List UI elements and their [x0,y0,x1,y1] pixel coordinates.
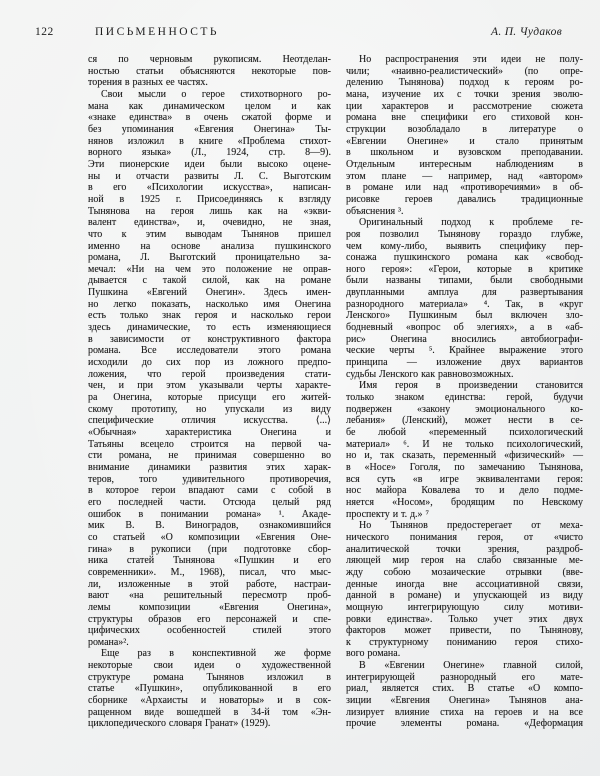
text-line: в романе или над «противоречиями» в об- [346,182,583,194]
text-line: есть только знак героя и насколько герои [88,310,331,322]
text-line: романа вне специфики его стиховой кон- [346,112,583,124]
text-line: вся суть «в игре эквивалентами героя: [346,473,583,485]
text-line: статье «Пушкин», опубликованной в его [88,683,331,695]
text-line: Отдельным интересным наблюдениям в [346,158,583,170]
text-line: специфические отличия искусства. ⟨...⟩ [88,415,331,427]
text-line: Оригинальный подход к проблеме ге- [359,217,583,229]
text-line: романа, Л. Выготский проницательно за- [88,252,331,264]
text-line: Ленского» Пушкиным был включен зло- [346,310,583,322]
text-line: ны и отчасти развиты Л. С. Выготским [88,170,331,182]
text-line: вают «на решительный пересмотр проб- [88,590,331,602]
text-line: мик В. В. Виноградов, ознакомившийся [88,520,331,532]
text-line: внимание динамики развития этих харак- [88,461,331,473]
text-line: интегрирующей разнородный его мате- [346,671,583,683]
text-line: сти романа, не принимая совершенно во [88,450,331,462]
text-line: чен, и при этом указывали черты характе- [88,380,331,392]
text-line: ся по черновым рукописям. Неотделан- [88,54,331,65]
text-line: нического понимания героя, от «чисто [346,531,583,543]
text-line: сонажа пушкинского романа как «свобод- [346,252,583,264]
text-line: разнородного материала» ⁴. Так, в «круг [346,298,583,310]
text-line: ложения, что герой произведения стати- [88,368,331,380]
text-line: лебания» (Ленский), может нести в се- [346,415,583,427]
text-line: мощную интегрирующую силу мотиви- [346,601,583,613]
text-line: струкции возобладало в литературе о [346,123,583,135]
text-line: принципа — изложение двух вариантов [346,357,583,369]
text-line: в «Носе» Гоголя, по замечанию Тынянова, [346,461,583,473]
text-line: мана как динамическом целом и как [88,100,331,112]
text-line: Имя героя в произведении становится [359,380,583,392]
text-line: роя позволил Тынянову гораздо глубже, [346,228,583,240]
running-header [0,26,600,42]
text-line: Еще раз в конспективной же форме [101,648,331,660]
text-line: лизирует влияние стиха на героев и на все [346,706,583,718]
text-line: аналитической точки зрения, раздроб- [346,543,583,555]
text-line: что к этим выводам Тынянов пришел [88,228,331,240]
text-line: риал, является стих. В статье «О компо- [346,683,583,695]
page-number: 122 [35,26,54,38]
text-line: здесь динамические, то есть изменяющиеся [88,322,331,334]
text-line: в которое герои впадают сами с собой в [88,485,331,497]
text-columns [88,54,583,730]
text-line: теров, того удивительного противоречия, [88,473,331,485]
text-line: материал» ⁶. И не только психологический, [346,438,583,450]
text-line: торения в разных ее частях. [88,77,208,89]
paragraph [346,520,583,660]
text-line: ной в 1925 г. Присоединяясь к взгляду [88,193,331,205]
text-line: делению Тынянова) подход к героям ро- [346,77,583,89]
paragraph [346,217,583,380]
text-line: проспекту и т. д.» ⁷ [346,508,429,520]
text-line: жду собою мозаические отрывки (вве- [346,566,583,578]
text-line: ращенном виде вошедшей в 34-й том «Эн- [88,706,331,718]
text-line: вого романа. [346,648,401,660]
text-line: чили; «наивно-реалистический» (по опре- [346,65,583,77]
text-line: ции характеров и рассмотрение сюжета [346,100,583,112]
paragraph [346,380,583,520]
text-line: сборнике «Архаисты и новаторы» и в сок- [88,695,331,707]
text-line: факторов может привести, по Тынянову, [346,625,583,637]
text-line: циклопедического словаря Гранат» (1929). [88,718,271,730]
left-column [88,54,331,730]
text-line: «Обычная» характеристика Онегина и [88,427,331,438]
text-line: Свои мысли о герое стихотворного ро- [101,88,331,100]
author-name: А. П. Чудаков [491,26,562,38]
text-line: Пушкина «Евгений Онегин». Здесь имен- [88,287,331,299]
text-line: валент единства», и, очевидно, не зная, [88,217,331,229]
right-column [346,54,583,730]
text-line: романа. Все исследователи этого романа [88,345,331,357]
text-line: Эти пионерские идеи были высоко оцене- [88,158,331,170]
text-line: без упоминания «Евгения Онегина» Ты- [88,123,331,135]
text-line: прочие элементы романа. «Деформация [346,718,583,730]
text-line: именно на основе анализа пушкинского [88,240,331,252]
text-line: гина» в рукописи (при подготовке сбор- [88,543,331,555]
text-line: ворного языка» (Л., 1924, стр. 8—9). [88,147,331,159]
text-line: к структурному пониманию героя стихо- [346,636,583,648]
text-line: цифических особенностей стилей этого [88,625,331,637]
text-line: со статьей «О композиции «Евгения Оне- [88,531,331,543]
text-line: структуры образов его персонажей и спе- [88,613,331,625]
text-line: ностью статьи объясняются некоторые пов- [88,65,331,77]
text-line: ли, изложенные в этой работе, настраи- [88,578,331,590]
text-line: бодневный «вопрос об элегиях», а в «аб- [346,322,583,334]
text-line: мана, изучение их с точки зрения эволю- [346,88,583,100]
text-line: ного героя»: «Герои, которые в критике [346,263,583,275]
text-line: В «Евгении Онегине» главной силой, [359,660,583,672]
text-line: денные иногда вне ассоциативной связи, [346,578,583,590]
paragraph [88,648,331,730]
text-line: чем кому-либо, выявить специфику пер- [346,240,583,252]
running-title: ПИСЬМЕННОСТЬ [95,26,220,38]
text-line: ческие черты ⁵. Крайнее выражение этого [346,345,583,357]
text-line: лемы композиции «Евгения Онегина», [88,601,331,613]
text-line: романа»². [88,636,129,648]
text-line: ра Онегина, которые присущи его житей- [88,392,331,404]
paragraph [346,54,583,217]
paragraph [88,54,331,89]
text-line: «знаке единства» в очень сжатой форме и [88,112,331,124]
text-line: ляющей мир героя на слабо связанные ме- [346,555,583,567]
text-line: няется «Носом», бродящим по Невскому [346,496,583,508]
text-line: этом плане — например, над «автором» [346,170,583,182]
text-line: в его «Психологии искусства», написан- [88,182,331,194]
paragraph [88,89,331,649]
text-line: его последней части. Отсюда целый ряд [88,496,331,508]
text-line: двупланными амплуа для развертывания [346,287,583,299]
text-line: но и, так сказать, переменный «физический» — [346,450,583,462]
text-line: некоторые свои идеи о художественной [88,660,331,672]
text-line: Тынянова на героя лишь как на «экви- [88,205,331,217]
text-line: были названы типами, были свободными [346,275,583,287]
text-line: «Евгении Онегине» и стало принятым [346,135,583,147]
text-line: нянов изложил в книге «Проблема стихот- [88,135,331,147]
text-line: ровки единства». Только учет этих двух [346,613,583,625]
text-line: в школьном и вузовском преподавании. [346,147,583,159]
text-line: подвержен «закону эмоционального ко- [346,403,583,415]
text-line: нос майора Ковалева то и дело подме- [346,485,583,497]
text-line: ошибок в понимании романа» ¹. Акаде- [88,508,331,520]
text-line: судьбы Ленского как равновозможных. [346,368,514,380]
text-line: в зависимости от конструктивного фактора [88,333,331,345]
text-line: рис» Онегина вносились автобиографи- [346,333,583,345]
paragraph [346,660,583,730]
text-line: мечал: «Ни на чем это положение не оправ- [88,263,331,275]
text-line: исходили до сих пор из ложного предпо- [88,357,331,369]
text-line: данной в романе) и упускающей из виду [346,590,583,602]
text-line: но легко показать, насколько имя Онегина [88,298,331,310]
text-line: рисовке героев давались традиционные [346,193,583,205]
text-line: объяснения ³. [346,205,404,217]
text-line: структуре романа Тынянов изложил в [88,671,331,683]
text-line: Татьяны всецело строится на первой ча- [88,438,331,450]
text-line: Но Тынянов предостерегает от меха- [359,520,583,532]
text-line: бе любой «переменный психологический [346,427,583,438]
text-line: ника статей Тынянова «Пушкин и его [88,555,331,567]
text-line: Но распространения эти идеи не полу- [359,54,583,65]
text-line: зиции «Евгения Онегина» Тынянов ана- [346,695,583,707]
text-line: только знаком единства: герой, будучи [346,392,583,404]
text-line: дывается с такой силой, как на романе [88,275,331,287]
text-line: современники». М., 1968), писал, что мыс- [88,566,331,578]
text-line: скому прототипу, но упускали из виду [88,403,331,415]
